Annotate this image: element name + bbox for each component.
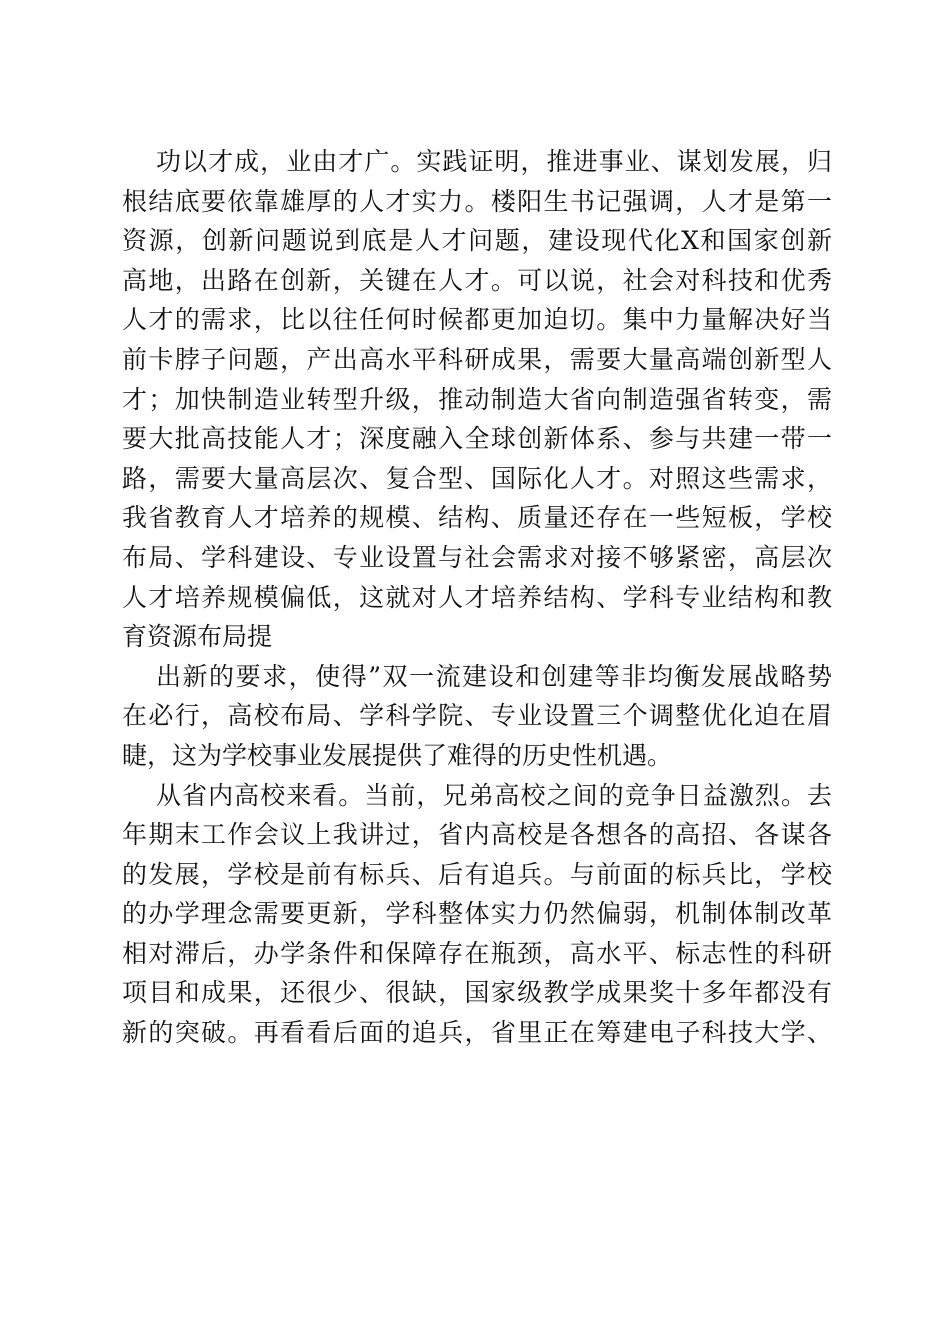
text-line: 高地，出路在创新，关键在人才。可以说，社会对科技和优秀 — [122, 265, 832, 295]
text-line: 出新的要求，使得”双一流建设和创建等非均衡发展战略势 — [156, 661, 832, 691]
text-line: 年期末工作会议上我讲过，省内高校是各想各的高招、各谋各 — [122, 820, 832, 850]
text-line: 睫，这为学校事业发展提供了难得的历史性机遇。 — [122, 740, 673, 770]
text-line: 人才培养规模偏低，这就对人才培养结构、学科专业结构和教 — [122, 582, 832, 612]
text-line: 路，需要大量高层次、复合型、国际化人才。对照这些需求， — [122, 463, 832, 493]
text-line: 根结底要依靠雄厚的人才实力。楼阳生书记强调，人才是第一 — [122, 186, 832, 216]
text-line: 才；加快制造业转型升级，推动制造大省向制造强省转变，需 — [122, 384, 832, 414]
text-line: 的办学理念需要更新，学科整体实力仍然偏弱，机制体制改革 — [122, 899, 832, 929]
text-line: 的发展，学校是前有标兵、后有追兵。与前面的标兵比，学校 — [122, 859, 832, 889]
text-line: 布局、学科建设、专业设置与社会需求对接不够紧密，高层次 — [122, 542, 832, 572]
text-line: 人才的需求，比以往任何时候都更加迫切。集中力量解决好当 — [122, 305, 832, 335]
paragraph-talent — [122, 142, 832, 657]
text-line: 在必行，高校布局、学科学院、专业设置三个调整优化迫在眉 — [122, 701, 832, 731]
text-line: 前卡脖子问题，产出高水平科研成果，需要大量高端创新型人 — [122, 344, 832, 374]
text-line: 从省内高校来看。当前，兄弟高校之间的竞争日益激烈。去 — [156, 780, 832, 810]
text-line: 新的突破。再看看后面的追兵，省里正在筹建电子科技大学、 — [122, 1018, 832, 1048]
paragraph-competition — [122, 776, 832, 1053]
text-line: 我省教育人才培养的规模、结构、质量还存在一些短板，学校 — [122, 503, 832, 533]
text-line: 要大批高技能人才；深度融入全球创新体系、参与共建一带一 — [122, 424, 832, 454]
document-body — [122, 142, 832, 1053]
text-line: 功以才成，业由才广。实践证明，推进事业、谋划发展，归 — [156, 147, 832, 176]
text-line: 资源，创新问题说到底是人才问题，建设现代化X和国家创新 — [122, 226, 832, 256]
paragraph-opportunity — [122, 657, 832, 776]
text-line: 育资源布局提 — [122, 622, 273, 652]
text-line: 项目和成果，还很少、很缺，国家级教学成果奖十多年都没有 — [122, 978, 832, 1008]
text-line: 相对滞后，办学条件和保障存在瓶颈，高水平、标志性的科研 — [122, 938, 832, 968]
